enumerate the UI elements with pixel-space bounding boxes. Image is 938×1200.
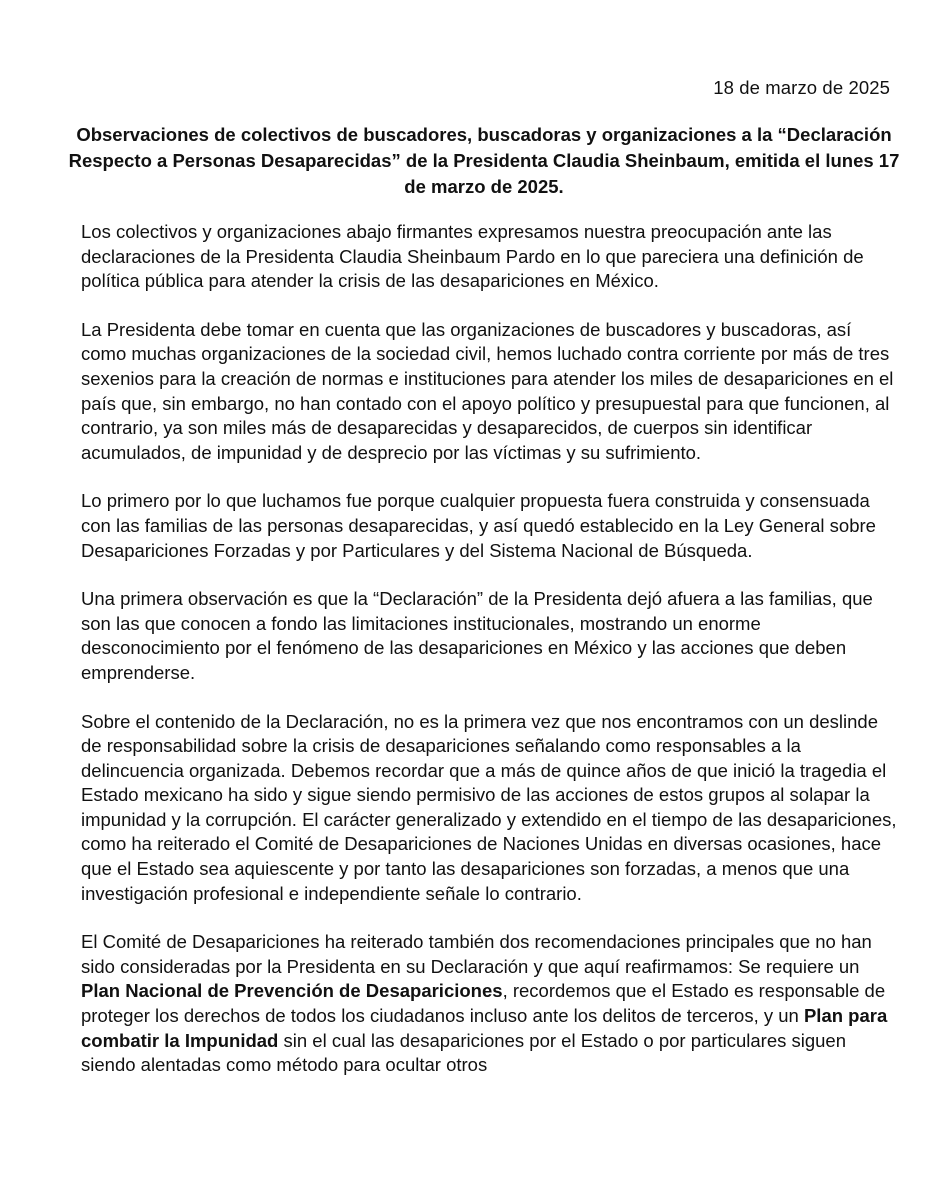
paragraph-3: Lo primero por lo que luchamos fue porque cualquier propuesta fuera construida y consensuada con las familias de las personas desaparecidas, y así quedó establecido en la Ley General sobre Desapariciones Forzadas y por Particulares y del Sistema Nacional de Búsqueda. <box>81 490 876 561</box>
plan-impunidad-emphasis: Plan para combatir la Impunidad <box>81 1005 888 1051</box>
paragraph-6-text-1: El Comité de Desapariciones ha reiterado también dos recomendaciones principales que no han sido consideradas por la Presidenta en su Declaración y que aquí reafirmamos: Se requiere un <box>81 931 872 977</box>
paragraph-6-text-2: , recordemos que el Estado es responsable de proteger los derechos de todos los ciudadanos incluso ante los delitos de terceros, y un <box>81 980 886 1027</box>
plan-prevencion-emphasis: Plan Nacional de Prevención de Desapariciones <box>81 980 503 1002</box>
document-title: Observaciones de colectivos de buscadores, buscadoras y organizaciones a la “Declaración Respecto a Personas Desaparecidas” de la Presidenta Claudia Sheinbaum, emitida el lunes 17 de marzo de 2025. <box>68 124 900 197</box>
paragraph-4: Una primera observación es que la “Declaración” de la Presidenta dejó afuera a las familias, que son las que conocen a fondo las limitaciones institucionales, mostrando un enorme desconocimiento por el fenómeno de las desapariciones en México y las acciones que deben emprenderse. <box>81 588 873 683</box>
paragraph-2: La Presidenta debe tomar en cuenta que las organizaciones de buscadores y buscadoras, así como muchas organizaciones de la sociedad civil, hemos luchado contra corriente por más de tres sexenios para la creación de normas e instituciones para atender los miles de desapariciones en el país que, sin embargo, no han contado con el apoyo político y presupuestal para que funcionen, al contrario, ya son miles más de desaparecidas y desaparecidos, de cuerpos sin identificar acumulados, de impunidad y de desprecio por las víctimas y su sufrimiento. <box>81 318 894 463</box>
paragraph-6-text-3: sin el cual las desapariciones por el Estado o por particulares siguen siendo alentadas como método para ocultar otros <box>81 1029 847 1076</box>
paragraph-5: Sobre el contenido de la Declaración, no es la primera vez que nos encontramos con un deslinde de responsabilidad sobre la crisis de desapariciones señalando como responsables a la delincuencia organizada. Debemos recordar que a más de quince años de que inició la tragedia el Estado mexicano ha sido y sigue siendo permisivo de las acciones de estos grupos al solapar la impunidad y la corrupción. El carácter generalizado y extendido en el tiempo de las desapariciones, como ha reiterado el Comité de Desapariciones de Naciones Unidas en diversas ocasiones, hace que el Estado sea aquiescente y por tanto las desapariciones son forzadas, a menos que una investigación profesional e independiente señale lo contrario. <box>81 710 897 904</box>
paragraph-1: Los colectivos y organizaciones abajo firmantes expresamos nuestra preocupación ante las declaraciones de la Presidenta Claudia Sheinbaum Pardo en lo que pareciera una definición de política pública para atender la crisis de las desapariciones en México. <box>81 221 864 292</box>
paragraph-6 <box>81 930 898 1078</box>
document-body <box>81 220 898 1078</box>
document-date: 18 de marzo de 2025 <box>713 77 890 98</box>
